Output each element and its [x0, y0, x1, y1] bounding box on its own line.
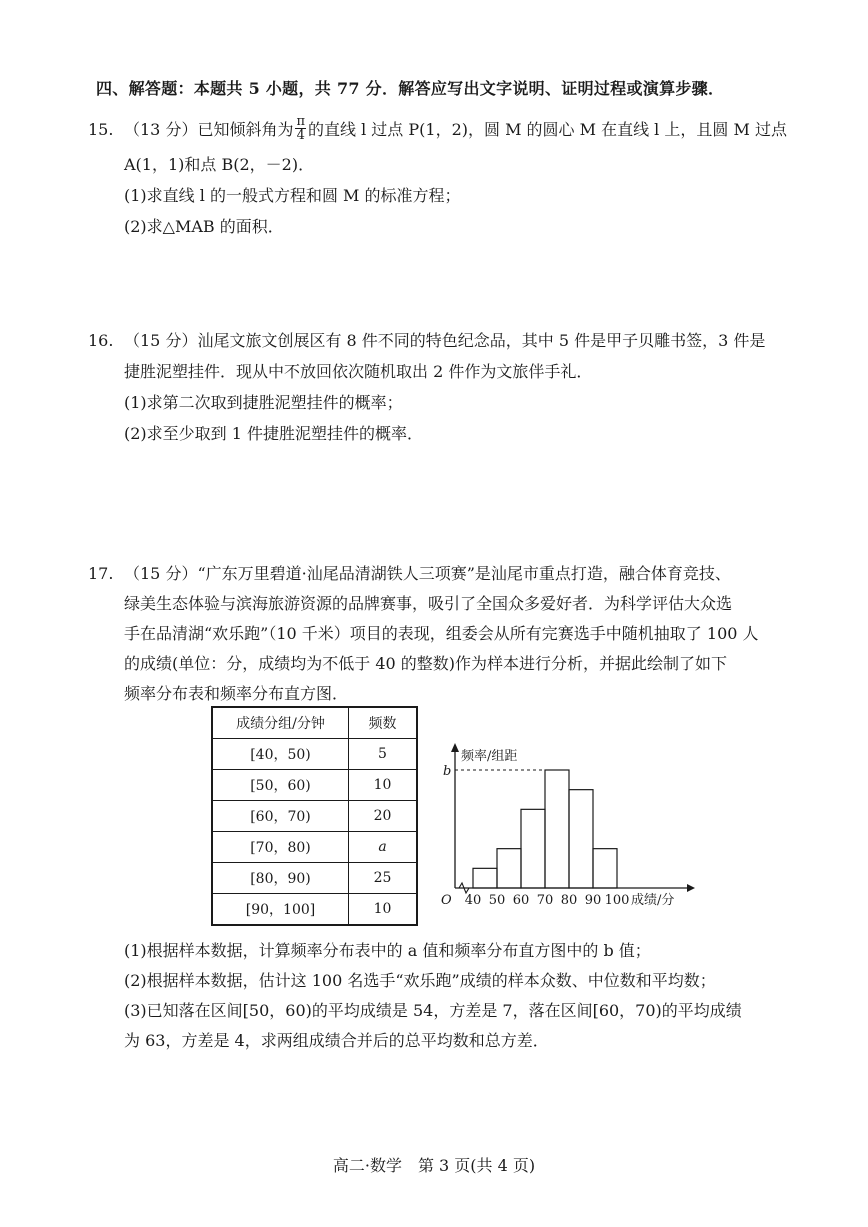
histogram-bar — [593, 849, 617, 888]
table-cell-group: [60，70) — [212, 801, 349, 832]
question-17-number: 17. — [88, 564, 114, 583]
x-tick-label: 60 — [512, 893, 530, 908]
table-cell-group: [80，90) — [212, 863, 349, 894]
table-row — [212, 801, 417, 832]
q15-text-b: 的直线 l 过点 P(1，2)，圆 M 的圆心 M 在直线 l 上，且圆 M 过点 — [308, 120, 787, 139]
y-axis-label: 频率/组距 — [461, 749, 518, 764]
origin-label: O — [441, 893, 452, 908]
page-footer: 高二·数学 第 3 页(共 4 页) — [332, 1156, 536, 1175]
question-17-part-2: (2)根据样本数据，估计这 100 名选手“欢乐跑”成绩的样本众数、中位数和平均数； — [124, 971, 716, 990]
question-17-part-3-line-2: 为 63，方差是 4，求两组成绩合并后的总平均数和总方差． — [124, 1031, 549, 1050]
question-16-line-2: 捷胜泥塑挂件．现从中不放回依次随机取出 2 件作为文旅伴手礼． — [124, 362, 593, 381]
table-header-row — [212, 707, 417, 739]
question-17-line-5: 频率分布表和频率分布直方图． — [124, 684, 349, 703]
x-tick-label: 40 — [464, 893, 482, 908]
table-row — [212, 739, 417, 770]
question-17-part-1: (1)根据样本数据，计算频率分布表中的 a 值和频率分布直方图中的 b 值； — [124, 941, 651, 960]
histogram-bar — [545, 770, 569, 888]
histogram-bar — [521, 809, 545, 888]
frequency-histogram — [425, 740, 700, 915]
histogram-bar — [569, 790, 593, 888]
table-cell-count: 10 — [349, 894, 418, 926]
question-15-line-1 — [124, 114, 787, 144]
question-15-number: 15. — [88, 120, 114, 139]
x-tick-label: 70 — [536, 893, 554, 908]
question-17-line-4: 的成绩(单位：分，成绩均为不低于 40 的整数)作为样本进行分析，并据此绘制了如下 — [124, 654, 728, 673]
x-axis-arrow — [687, 884, 695, 892]
question-15-part-2: (2)求△MAB 的面积． — [124, 217, 284, 236]
section-title: 四、解答题：本题共 5 小题，共 77 分．解答应写出文字说明、证明过程或演算步骤． — [96, 79, 725, 98]
histogram-bar — [473, 868, 497, 888]
question-16-part-2: (2)求至少取到 1 件捷胜泥塑挂件的概率． — [124, 424, 424, 443]
question-17-part-3-line-1: (3)已知落在区间[50，60)的平均成绩是 54，方差是 7，落在区间[60，70)的平均成绩 — [124, 1001, 742, 1020]
table-cell-group: [40，50) — [212, 739, 349, 770]
question-15-line-2: A(1，1)和点 B(2，－2)． — [124, 155, 315, 174]
x-tick-label: 90 — [584, 893, 602, 908]
q15-text-a: （13 分）已知倾斜角为 — [124, 120, 294, 139]
question-16-line-1: （15 分）汕尾文旅文创展区有 8 件不同的特色纪念品，其中 5 件是甲子贝雕书签，3 件是 — [124, 331, 766, 350]
table-cell-count: a — [349, 832, 418, 863]
fraction-numerator: π — [296, 114, 305, 129]
fraction-denominator: 4 — [296, 128, 305, 143]
table-cell-count: 10 — [349, 770, 418, 801]
question-17-line-2: 绿美生态体验与滨海旅游资源的品牌赛事，吸引了全国众多爱好者．为科学评估大众选 — [124, 594, 733, 613]
table-cell-count: 20 — [349, 801, 418, 832]
table-row — [212, 770, 417, 801]
x-tick-label: 80 — [560, 893, 578, 908]
question-17-line-3: 手在品清湖“欢乐跑”（10 千米）项目的表现，组委会从所有完赛选手中随机抽取了 100 人 — [124, 624, 759, 643]
x-axis-label: 成绩/分 — [631, 893, 675, 908]
question-17-line-1: （15 分）“广东万里碧道·汕尾品清湖铁人三项赛”是汕尾市重点打造，融合体育竞技、 — [124, 564, 731, 583]
question-16-part-1: (1)求第二次取到捷胜泥塑挂件的概率； — [124, 393, 403, 412]
table-cell-group: [90，100] — [212, 894, 349, 926]
table-row — [212, 894, 417, 926]
table-row — [212, 863, 417, 894]
question-16-number: 16. — [88, 331, 114, 350]
y-axis-arrow — [451, 743, 459, 752]
table-header-frequency: 频数 — [349, 707, 418, 739]
b-label: b — [443, 764, 452, 779]
table-cell-group: [50，60) — [212, 770, 349, 801]
table-cell-count: 5 — [349, 739, 418, 770]
table-header-group: 成绩分组/分钟 — [212, 707, 349, 739]
question-15-part-1: (1)求直线 l 的一般式方程和圆 M 的标准方程； — [124, 186, 461, 205]
histogram-bar — [497, 849, 521, 888]
frequency-table — [211, 706, 418, 926]
table-cell-group: [70，80) — [212, 832, 349, 863]
table-row — [212, 832, 417, 863]
pi-over-4-fraction — [295, 115, 306, 142]
table-cell-count: 25 — [349, 863, 418, 894]
x-tick-label: 100 — [604, 893, 630, 908]
x-tick-label: 50 — [488, 893, 506, 908]
